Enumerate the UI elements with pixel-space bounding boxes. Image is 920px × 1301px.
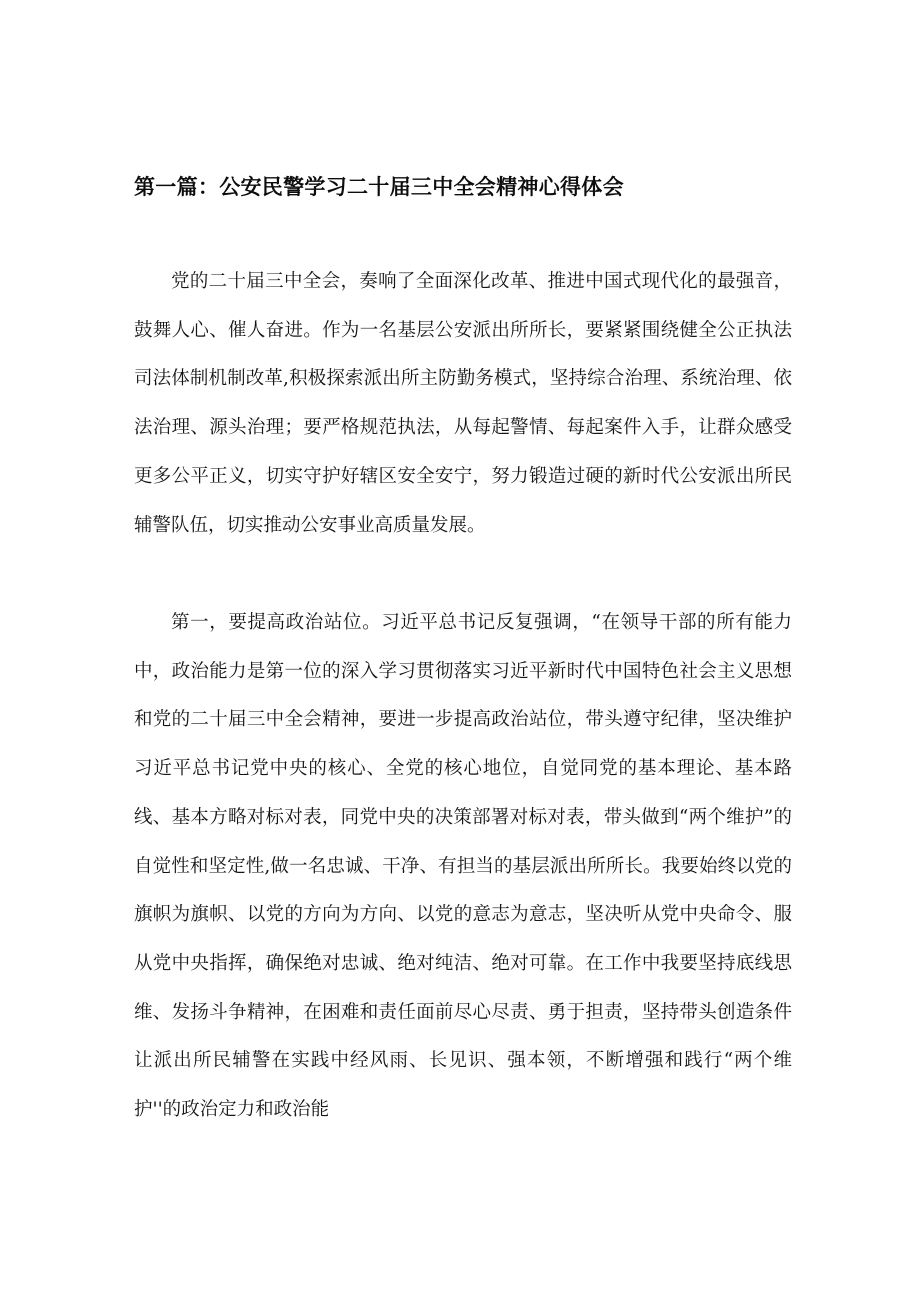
paragraph-first-point: 第一，要提高政治站位。习近平总书记反复强调，“在领导干部的所有能力中，政治能力是第一位的深入学习贯彻落实习近平新时代中国特色社会主义思想和党的二十届三中全会精神，要进一步提高政治站位，带头遵守纪律，坚决维护习近平总书记党中央的核心、全党的核心地位，自觉同党的基本理论、基本路线、基本方略对标对表，同党中央的决策部署对标对表，带头做到“两个维护”的自觉性和坚定性,做一名忠诚、干净、有担当的基层派出所所长。我要始终以党的旗帜为旗帜、以党的方向为方向、以党的意志为意志，坚决听从党中央命令、服从党中央指挥，确保绝对忠诚、绝对纯洁、绝对可靠。在工作中我要坚持底线思维、发扬斗争精神，在困难和责任面前尽心尽责、勇于担责，坚持带头创造条件让派出所民辅警在实践中经风雨、长见识、强本领，不断增强和践行“两个维护''的政治定力和政治能 <box>134 612 792 1121</box>
document-title: 第一篇：公安民警学习二十届三中全会精神心得体会 <box>134 175 624 199</box>
paragraph-intro: 党的二十届三中全会，奏响了全面深化改革、推进中国式现代化的最强音，鼓舞人心、催人奋进。作为一名基层公安派出所所长，要紧紧围绕健全公正执法司法体制机制改革,积极探索派出所主防勤务模式，坚持综合治理、系统治理、依法治理、源头治理；要严格规范执法，从每起警情、每起案件入手，让群众感受更多公平正义，切实守护好辖区安全安宁，努力锻造过硬的新时代公安派出所民辅警队伍，切实推动公安事业高质量发展。 <box>134 271 792 536</box>
